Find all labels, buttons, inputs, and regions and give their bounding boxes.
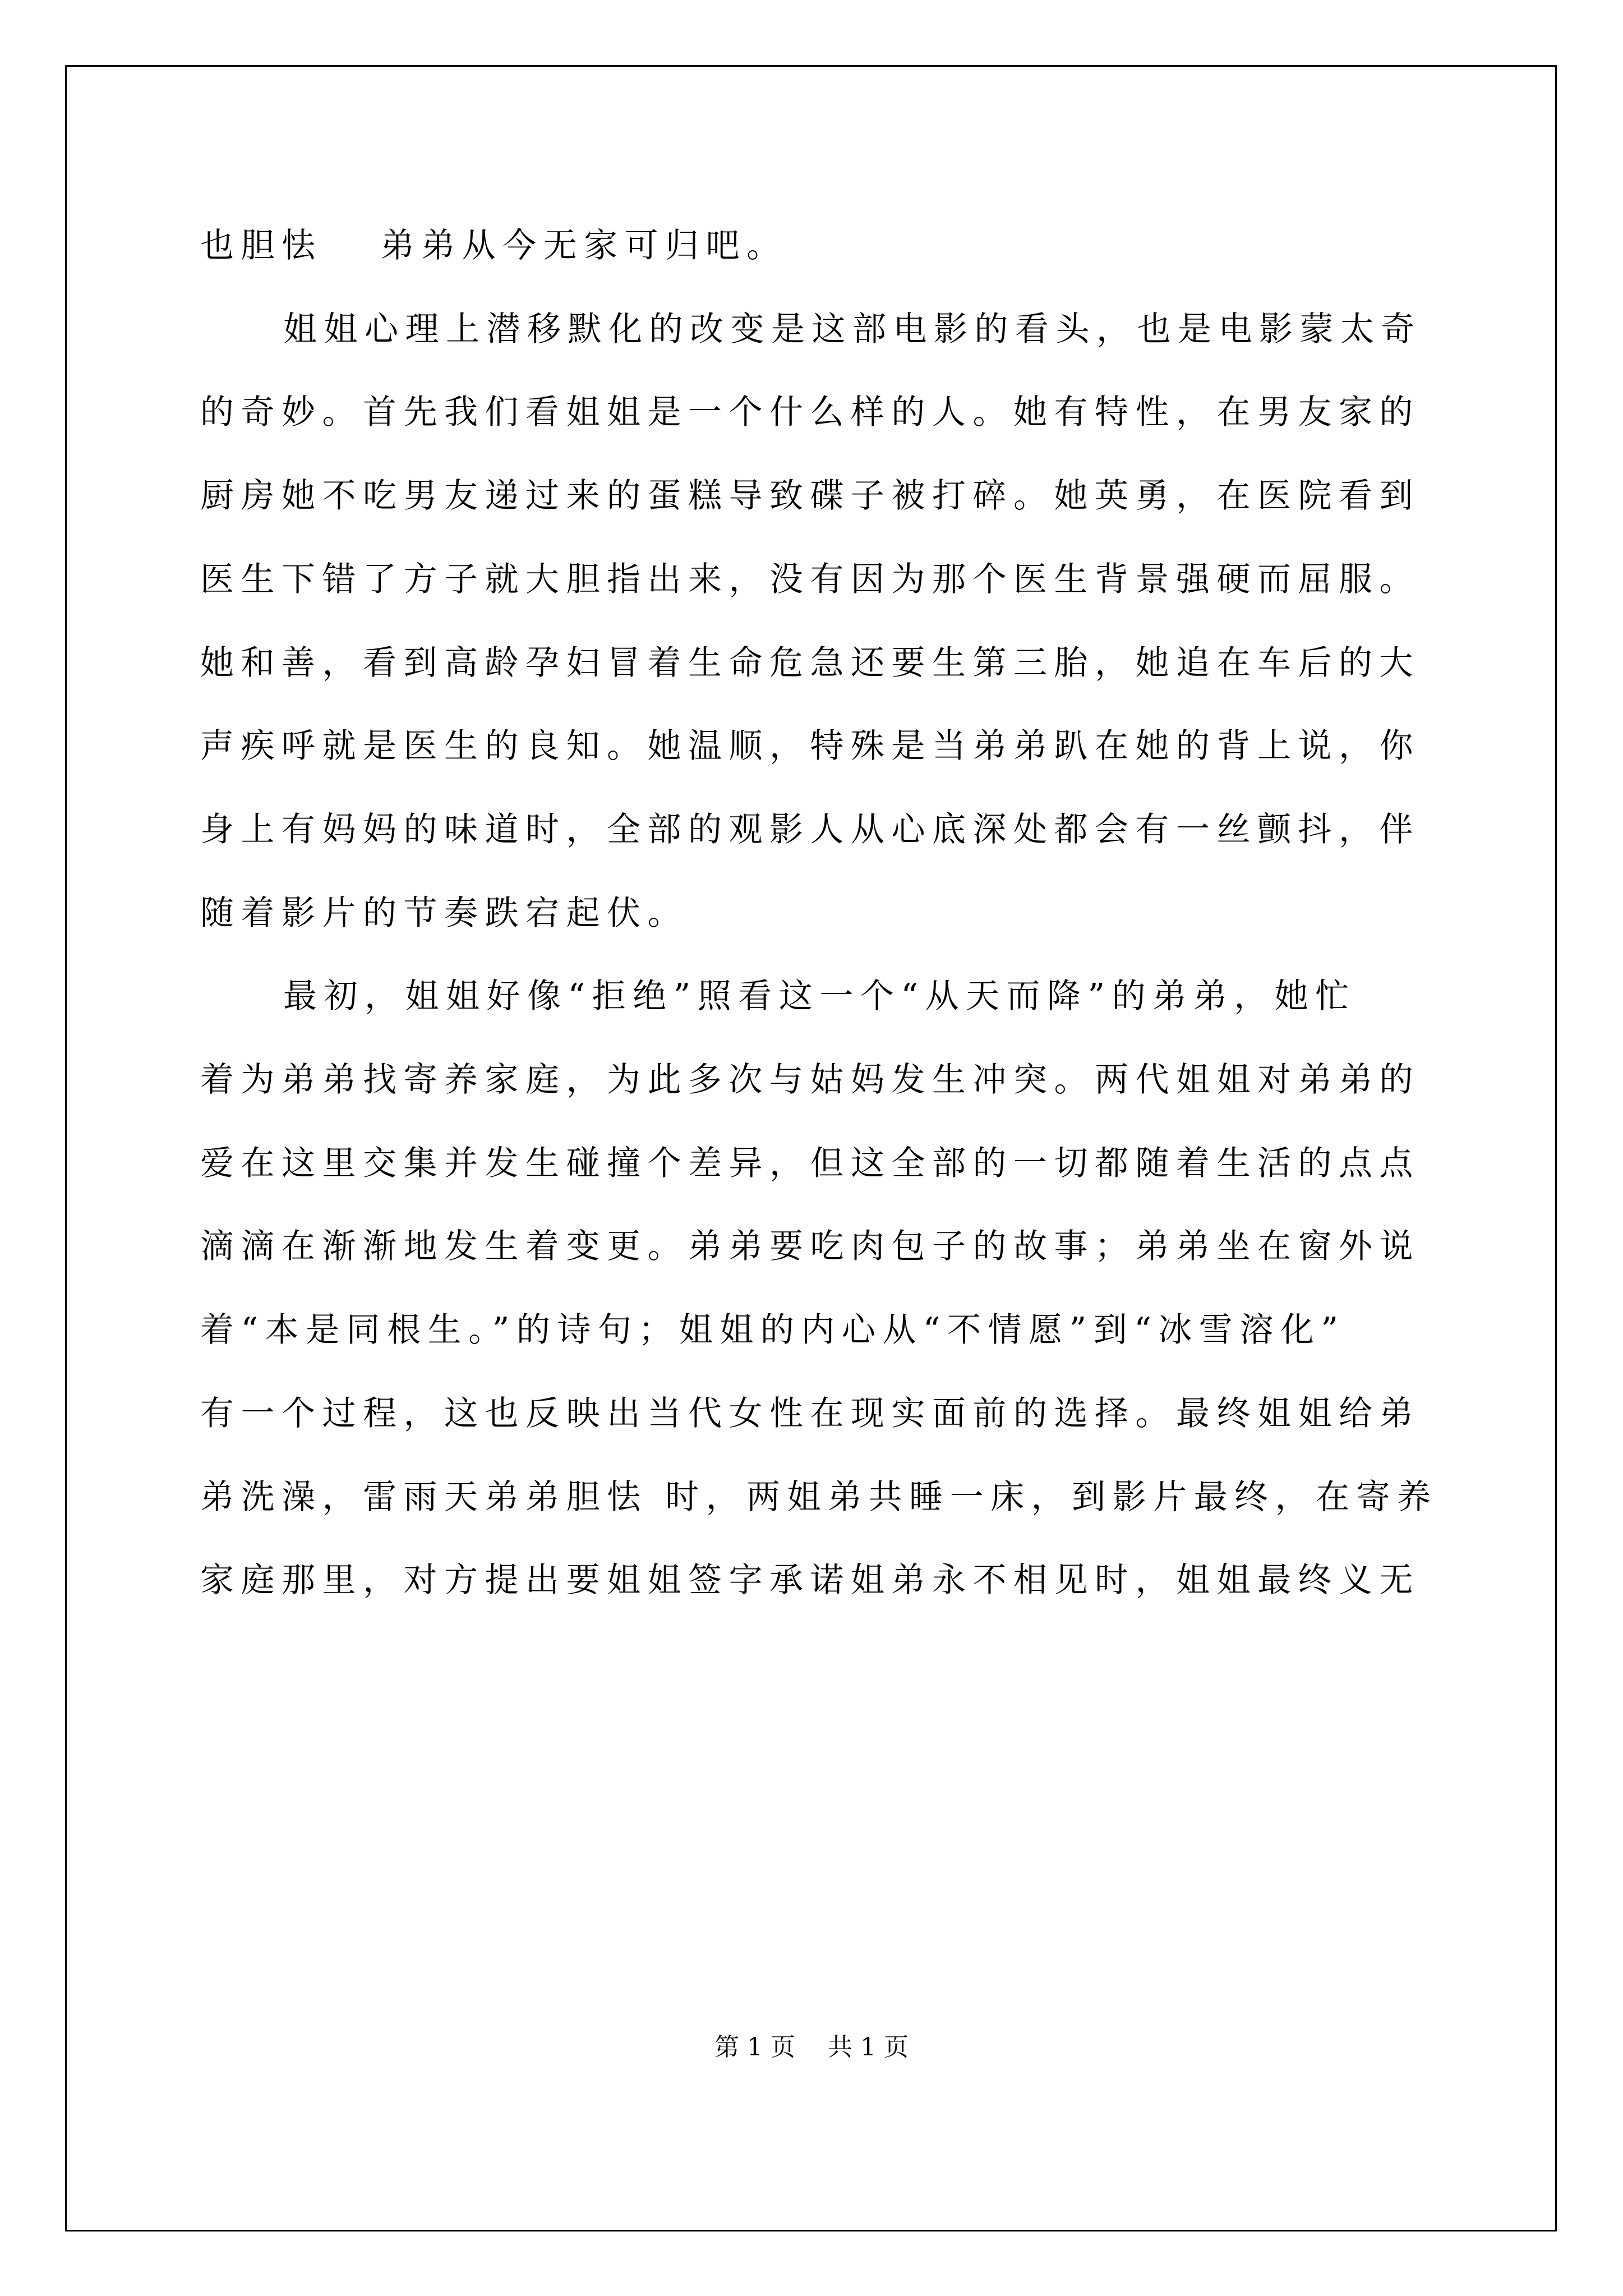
text-line: 滴滴在渐渐地发生着变更。弟弟要吃肉包子的故事；弟弟坐在窗外说: [200, 1227, 1420, 1266]
text-line: 的奇妙。首先我们看姐姐是一个什么样的人。她有特性，在男友家的: [200, 393, 1420, 432]
text-line: 也胆怯 弟弟从今无家可归吧。: [200, 226, 787, 265]
text-line: 爱在这里交集并发生碰撞个差异，但这全部的一切都随着生活的点点: [200, 1144, 1420, 1183]
text-line: 最初，姐姐好像“拒绝”照看这一个“从天而降”的弟弟，她忙: [283, 977, 1356, 1016]
text-line: 医生下错了方子就大胆指出来，没有因为那个医生背景强硬而屈服。: [200, 560, 1420, 599]
text-line: 家庭那里，对方提出要姐姐签字承诺姐弟永不相见时，姐姐最终义无: [200, 1561, 1420, 1600]
text-line: 弟洗澡，雷雨天弟弟胆怯 时，两姐弟共睡一床，到影片最终，在寄养: [200, 1478, 1438, 1517]
text-line: 她和善，看到高龄孕妇冒着生命危急还要生第三胎，她追在车后的大: [200, 643, 1420, 683]
text-line: 着“本是同根生。”的诗句；姐姐的内心从“不情愿”到“冰雪溶化”: [200, 1310, 1345, 1350]
text-line: 姐姐心理上潜移默化的改变是这部电影的看头，也是电影蒙太奇: [283, 310, 1422, 349]
text-line: 声疾呼就是医生的良知。她温顺，特殊是当弟弟趴在她的背上说，你: [200, 726, 1420, 766]
text-line: 着为弟弟找寄养家庭，为此多次与姑妈发生冲突。两代姐姐对弟弟的: [200, 1060, 1420, 1099]
text-line: 随着影片的节奏跌宕起伏。: [200, 894, 688, 933]
text-line: 身上有妈妈的味道时，全部的观影人从心底深处都会有一丝颤抖，伴: [200, 810, 1420, 849]
text-line: 有一个过程，这也反映出当代女性在现实面前的选择。最终姐姐给弟: [200, 1394, 1420, 1433]
text-line: 厨房她不吃男友递过来的蛋糕导致碟子被打碎。她英勇，在医院看到: [200, 476, 1420, 516]
page-number-footer: 第 1 页 共 1 页: [714, 2033, 909, 2062]
